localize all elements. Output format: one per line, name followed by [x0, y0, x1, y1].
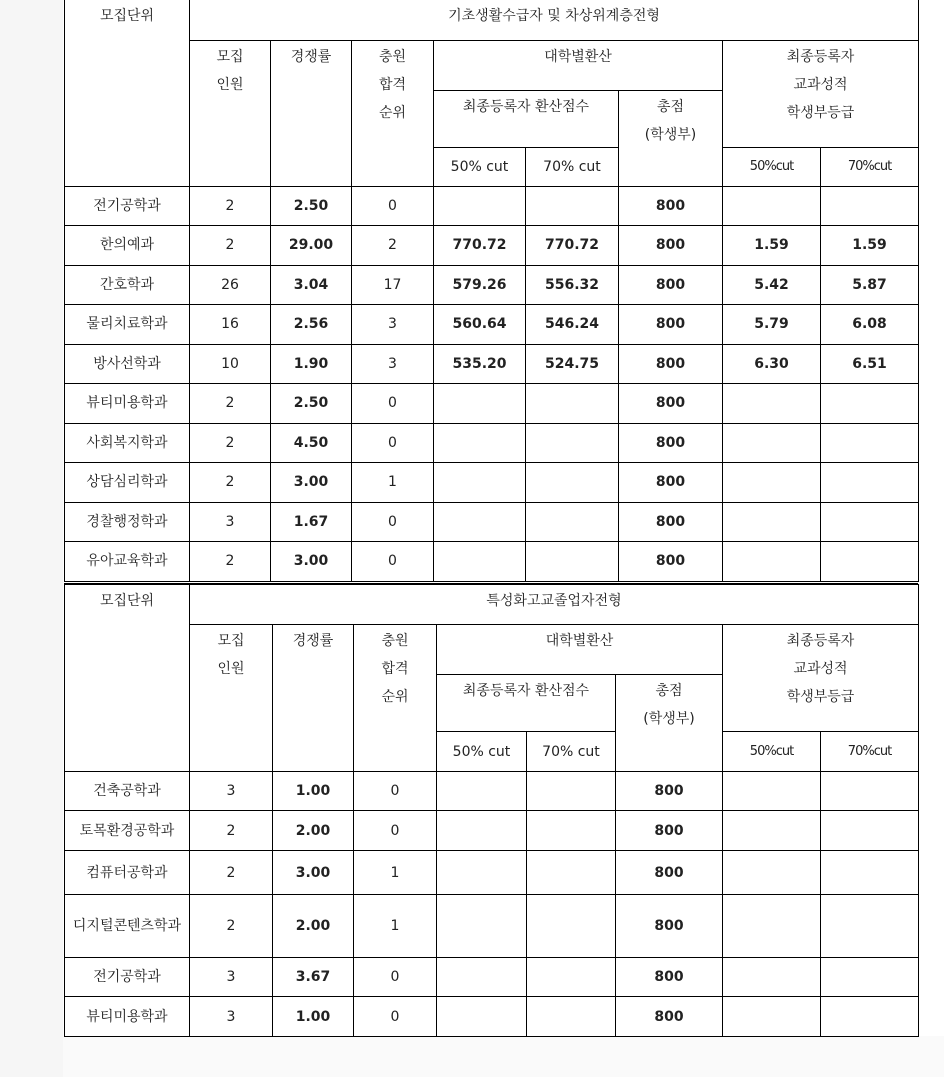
cell-score-50cut	[434, 541, 526, 581]
admission-table-specialized-high-school	[64, 583, 918, 1037]
header-grade: 최종등록자 교과성적 학생부등급	[723, 625, 919, 732]
cell-department: 간호학과	[65, 265, 190, 304]
table-row	[65, 225, 919, 265]
cell-total: 800	[619, 541, 723, 581]
cell-competition-rate: 1.00	[273, 772, 354, 811]
cell-total: 800	[619, 304, 723, 344]
cell-score-70cut	[527, 997, 616, 1037]
cell-competition-rate: 3.00	[271, 541, 352, 581]
cell-quota: 2	[190, 383, 271, 423]
cell-department: 토목환경공학과	[65, 811, 190, 851]
header-quota: 모집 인원	[190, 625, 273, 772]
cell-department: 방사선학과	[65, 344, 190, 383]
cell-competition-rate: 2.50	[271, 383, 352, 423]
cell-competition-rate: 1.00	[273, 997, 354, 1037]
cell-waitlist-rank: 0	[352, 423, 434, 462]
cell-total: 800	[619, 462, 723, 502]
cell-grade-70cut	[821, 851, 919, 895]
cell-grade-50cut: 5.79	[723, 304, 821, 344]
table-row	[65, 462, 919, 502]
header-unit: 모집단위	[65, 585, 190, 772]
cell-total: 800	[616, 811, 723, 851]
cell-competition-rate: 2.00	[273, 895, 354, 958]
cell-grade-50cut	[723, 383, 821, 423]
cell-score-70cut: 770.72	[526, 225, 619, 265]
cell-grade-70cut: 1.59	[821, 225, 919, 265]
cell-grade-50cut	[723, 851, 821, 895]
cell-score-70cut	[527, 958, 616, 997]
cell-competition-rate: 2.56	[271, 304, 352, 344]
cell-total: 800	[616, 895, 723, 958]
cell-grade-50cut	[723, 423, 821, 462]
cell-quota: 2	[190, 895, 273, 958]
cell-score-50cut	[437, 811, 527, 851]
table-row	[65, 772, 919, 811]
cell-department: 경찰행정학과	[65, 502, 190, 541]
cell-score-50cut	[437, 772, 527, 811]
cell-quota: 2	[190, 225, 271, 265]
cell-grade-50cut	[723, 462, 821, 502]
cell-score-50cut: 535.20	[434, 344, 526, 383]
header-score-50cut: 50% cut	[437, 732, 527, 772]
cell-score-70cut	[526, 541, 619, 581]
admission-table-basic-livelihood	[64, 0, 918, 582]
header-final-score: 최종등록자 환산점수	[437, 675, 616, 732]
cell-grade-50cut	[723, 895, 821, 958]
cell-competition-rate: 2.00	[273, 811, 354, 851]
header-grade: 최종등록자 교과성적 학생부등급	[723, 40, 919, 147]
cell-grade-70cut	[821, 186, 919, 225]
cell-grade-50cut	[723, 997, 821, 1037]
header-grade-50cut: 50%cut	[723, 147, 821, 186]
cell-department: 물리치료학과	[65, 304, 190, 344]
cell-quota: 3	[190, 772, 273, 811]
table-row	[65, 344, 919, 383]
table-row	[65, 851, 919, 895]
cell-department: 유아교육학과	[65, 541, 190, 581]
cell-score-50cut: 560.64	[434, 304, 526, 344]
header-grade-70cut: 70%cut	[821, 147, 919, 186]
cell-quota: 16	[190, 304, 271, 344]
cell-grade-70cut	[821, 541, 919, 581]
cell-waitlist-rank: 2	[352, 225, 434, 265]
cell-total: 800	[619, 225, 723, 265]
header-grade-50cut: 50%cut	[723, 732, 821, 772]
cell-grade-70cut: 6.51	[821, 344, 919, 383]
cell-score-70cut: 524.75	[526, 344, 619, 383]
cell-department: 사회복지학과	[65, 423, 190, 462]
cell-department: 전기공학과	[65, 958, 190, 997]
cell-waitlist-rank: 0	[354, 772, 437, 811]
cell-quota: 2	[190, 541, 271, 581]
cell-score-50cut	[437, 997, 527, 1037]
cell-score-50cut	[434, 462, 526, 502]
cell-department: 건축공학과	[65, 772, 190, 811]
cell-score-50cut: 770.72	[434, 225, 526, 265]
header-score-70cut: 70% cut	[526, 147, 619, 186]
cell-quota: 2	[190, 462, 271, 502]
cell-score-50cut	[434, 502, 526, 541]
cell-quota: 2	[190, 811, 273, 851]
table-row	[65, 541, 919, 581]
cell-score-70cut	[527, 811, 616, 851]
table-row	[65, 997, 919, 1037]
header-total: 총점 (학생부)	[619, 90, 723, 186]
cell-total: 800	[619, 502, 723, 541]
cell-score-50cut	[434, 186, 526, 225]
cell-competition-rate: 29.00	[271, 225, 352, 265]
cell-waitlist-rank: 0	[354, 811, 437, 851]
cell-waitlist-rank: 17	[352, 265, 434, 304]
cell-competition-rate: 3.04	[271, 265, 352, 304]
table-row	[65, 895, 919, 958]
cell-quota: 2	[190, 851, 273, 895]
header-conversion: 대학별환산	[434, 40, 723, 90]
cell-grade-70cut	[821, 502, 919, 541]
cell-grade-70cut	[821, 895, 919, 958]
cell-grade-50cut: 6.30	[723, 344, 821, 383]
cell-competition-rate: 1.67	[271, 502, 352, 541]
cell-score-50cut	[437, 851, 527, 895]
cell-department: 디지털콘텐츠학과	[65, 895, 190, 958]
cell-grade-70cut: 5.87	[821, 265, 919, 304]
cell-competition-rate: 3.00	[273, 851, 354, 895]
cell-grade-50cut	[723, 541, 821, 581]
cell-waitlist-rank: 0	[352, 186, 434, 225]
cell-score-50cut: 579.26	[434, 265, 526, 304]
cell-grade-70cut	[821, 423, 919, 462]
cell-total: 800	[619, 383, 723, 423]
cell-score-70cut	[527, 772, 616, 811]
cell-waitlist-rank: 0	[352, 502, 434, 541]
cell-competition-rate: 3.67	[273, 958, 354, 997]
page-bottom-margin	[63, 1036, 944, 1077]
header-conversion: 대학별환산	[437, 625, 723, 675]
header-total: 총점 (학생부)	[616, 675, 723, 772]
cell-score-70cut	[526, 383, 619, 423]
header-unit: 모집단위	[65, 0, 190, 186]
page-left-margin	[0, 0, 63, 1077]
cell-grade-70cut: 6.08	[821, 304, 919, 344]
header-rank: 충원 합격 순위	[352, 40, 434, 186]
cell-score-70cut: 546.24	[526, 304, 619, 344]
cell-waitlist-rank: 0	[352, 541, 434, 581]
cell-score-70cut	[526, 502, 619, 541]
header-rate: 경쟁률	[273, 625, 354, 772]
table-row	[65, 502, 919, 541]
cell-score-70cut	[526, 186, 619, 225]
cell-score-50cut	[437, 895, 527, 958]
cell-score-70cut	[527, 851, 616, 895]
cell-competition-rate: 4.50	[271, 423, 352, 462]
cell-quota: 3	[190, 958, 273, 997]
table-row	[65, 958, 919, 997]
cell-score-70cut	[526, 423, 619, 462]
cell-grade-70cut	[821, 462, 919, 502]
cell-score-50cut	[434, 383, 526, 423]
cell-total: 800	[616, 997, 723, 1037]
cell-total: 800	[619, 423, 723, 462]
cell-grade-50cut	[723, 811, 821, 851]
cell-score-70cut: 556.32	[526, 265, 619, 304]
cell-grade-70cut	[821, 958, 919, 997]
cell-department: 뷰티미용학과	[65, 997, 190, 1037]
cell-quota: 10	[190, 344, 271, 383]
cell-quota: 2	[190, 186, 271, 225]
cell-waitlist-rank: 0	[354, 958, 437, 997]
header-grade-70cut: 70%cut	[821, 732, 919, 772]
cell-quota: 3	[190, 502, 271, 541]
results-table	[64, 584, 919, 1037]
cell-competition-rate: 2.50	[271, 186, 352, 225]
cell-score-70cut	[527, 895, 616, 958]
cell-department: 컴퓨터공학과	[65, 851, 190, 895]
cell-department: 뷰티미용학과	[65, 383, 190, 423]
table-row	[65, 383, 919, 423]
cell-waitlist-rank: 0	[352, 383, 434, 423]
cell-department: 한의예과	[65, 225, 190, 265]
cell-waitlist-rank: 1	[352, 462, 434, 502]
cell-total: 800	[616, 851, 723, 895]
cell-waitlist-rank: 1	[354, 895, 437, 958]
cell-total: 800	[619, 265, 723, 304]
header-rate: 경쟁률	[271, 40, 352, 186]
header-final-score: 최종등록자 환산점수	[434, 90, 619, 147]
cell-department: 상담심리학과	[65, 462, 190, 502]
results-table	[64, 0, 919, 582]
header-score-70cut: 70% cut	[527, 732, 616, 772]
cell-grade-70cut	[821, 772, 919, 811]
cell-competition-rate: 1.90	[271, 344, 352, 383]
cell-grade-50cut	[723, 772, 821, 811]
cell-grade-70cut	[821, 383, 919, 423]
header-rank: 충원 합격 순위	[354, 625, 437, 772]
cell-grade-50cut	[723, 502, 821, 541]
cell-quota: 2	[190, 423, 271, 462]
header-quota: 모집 인원	[190, 40, 271, 186]
cell-grade-50cut: 5.42	[723, 265, 821, 304]
cell-total: 800	[619, 186, 723, 225]
cell-quota: 3	[190, 997, 273, 1037]
cell-score-50cut	[437, 958, 527, 997]
cell-grade-70cut	[821, 997, 919, 1037]
table-row	[65, 186, 919, 225]
table-row	[65, 423, 919, 462]
cell-total: 800	[619, 344, 723, 383]
cell-total: 800	[616, 958, 723, 997]
cell-score-70cut	[526, 462, 619, 502]
cell-department: 전기공학과	[65, 186, 190, 225]
cell-waitlist-rank: 1	[354, 851, 437, 895]
cell-waitlist-rank: 3	[352, 344, 434, 383]
cell-total: 800	[616, 772, 723, 811]
header-score-50cut: 50% cut	[434, 147, 526, 186]
table-row	[65, 811, 919, 851]
table-row	[65, 265, 919, 304]
cell-competition-rate: 3.00	[271, 462, 352, 502]
section-title: 특성화고교졸업자전형	[190, 585, 919, 625]
cell-grade-70cut	[821, 811, 919, 851]
section-title: 기초생활수급자 및 차상위계층전형	[190, 0, 919, 40]
cell-waitlist-rank: 3	[352, 304, 434, 344]
cell-waitlist-rank: 0	[354, 997, 437, 1037]
table-row	[65, 304, 919, 344]
cell-quota: 26	[190, 265, 271, 304]
cell-grade-50cut	[723, 958, 821, 997]
cell-grade-50cut	[723, 186, 821, 225]
cell-score-50cut	[434, 423, 526, 462]
cell-grade-50cut: 1.59	[723, 225, 821, 265]
